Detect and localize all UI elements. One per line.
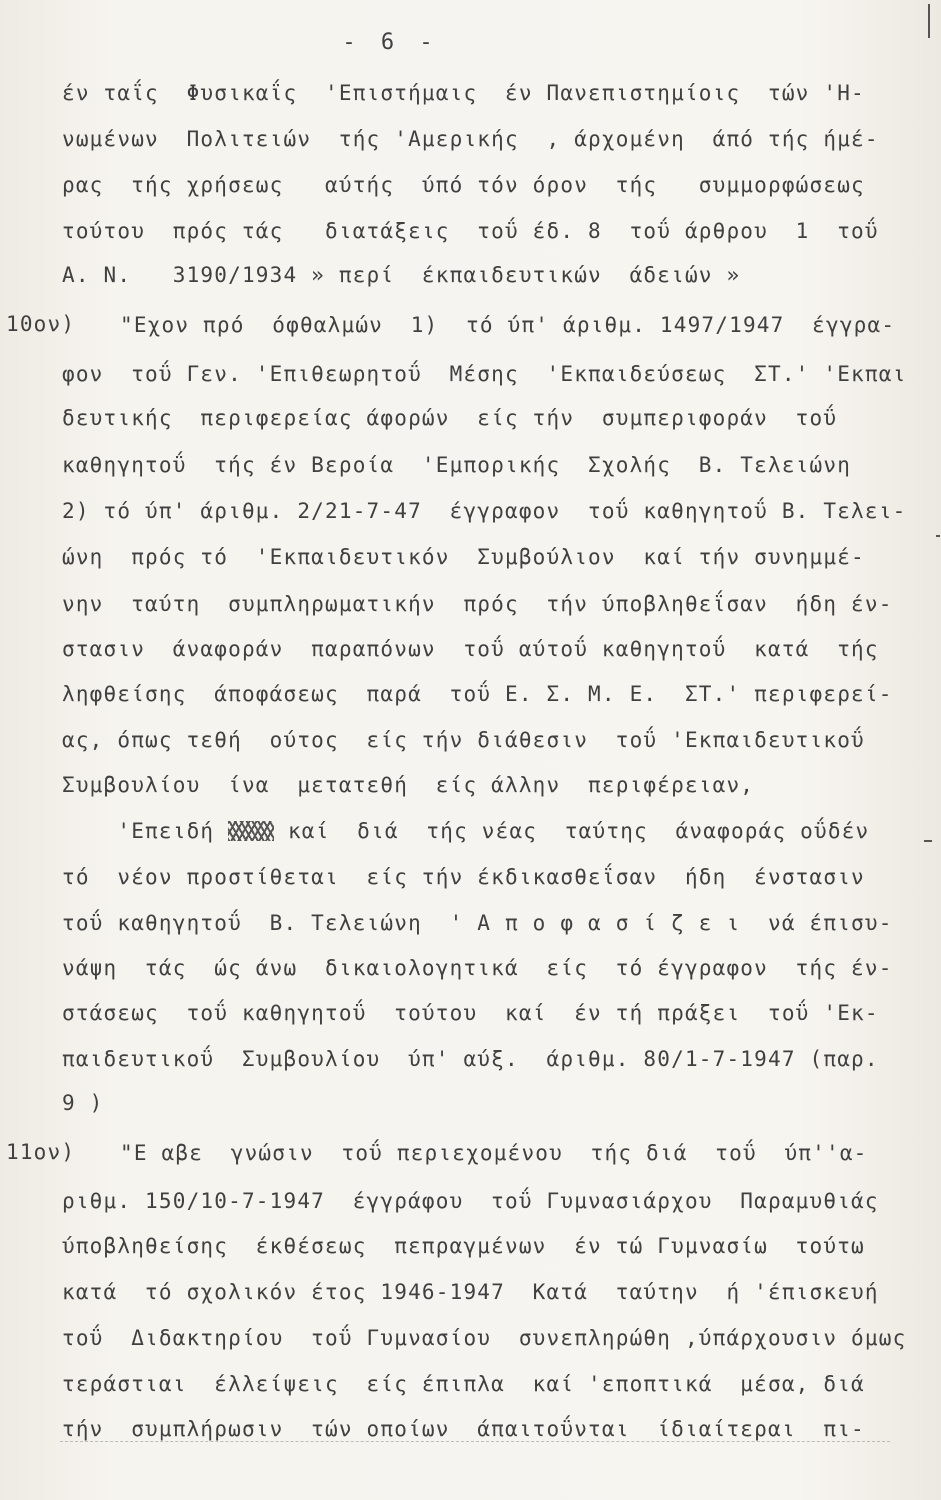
text-line: νην ταύτη συμπληρωματικήν πρός τήν ύποβληθεΐσαν ήδη έν- <box>62 592 893 616</box>
page-number: - 6 - <box>342 30 439 55</box>
bottom-rule <box>60 1441 890 1443</box>
text-line: δευτικής περιφερείας άφορών είς τήν συμπεριφοράν τοΰ <box>62 406 838 430</box>
margin-mark <box>924 840 932 842</box>
margin-mark <box>936 535 940 537</box>
text-segment: καί διά τής νέας ταύτης άναφοράς οΰδέν <box>274 819 870 843</box>
struck-out-word <box>228 821 274 841</box>
text-line: ληφθείσης άποφάσεως παρά τοΰ Ε. Σ. Μ. Ε. ΣΤ.' περιφερεί- <box>62 682 893 706</box>
text-line: τοΰ Διδακτηρίου τοΰ Γυμνασίου συνεπληρώθη ,ύπάρχουσιν όμως <box>62 1326 907 1350</box>
text-line: τούτου πρός τάς διατάξεις τοΰ έδ. 8 τοΰ άρθρου 1 τοΰ <box>62 219 879 243</box>
text-line: 2) τό ύπ' άριθμ. 2/21-7-47 έγγραφον τοΰ καθηγητοΰ Β. Τελει- <box>62 499 907 523</box>
text-line: στασιν άναφοράν παραπόνων τοΰ αύτοΰ καθηγητοΰ κατά τής <box>62 637 879 661</box>
text-line: τεράστιαι έλλείψεις είς έπιπλα καί 'εποπτικά μέσα, διά <box>62 1372 865 1396</box>
section-number: 11ον) <box>6 1140 76 1164</box>
text-line: τοΰ καθηγητοΰ Β. Τελειώνη ' Α π ο φ α σ ί ζ ε ι νά έπισυ- <box>62 911 893 935</box>
text-line: έν ταΐς Φυσικαΐς 'Επιστήμαις έν Πανεπιστημίοις τών 'Η- <box>62 81 865 105</box>
text-line: ύποβληθείσης έκθέσεως πεπραγμένων έν τώ Γυμνασίω τούτω <box>62 1234 865 1258</box>
text-line: Συμβουλίου ίνα μετατεθή είς άλλην περιφέρειαν, <box>62 773 755 797</box>
text-line: τήν συμπλήρωσιν τών οποίων άπαιτοΰνται ίδιαίτεραι πι- <box>62 1417 865 1441</box>
text-line: νωμένων Πολιτειών τής 'Αμερικής , άρχομένη άπό τής ήμέ- <box>62 127 879 151</box>
text-line: "Εχον πρό όφθαλμών 1) τό ύπ' άριθμ. 1497/1947 έγγρα- <box>120 313 896 337</box>
text-line: 9 ) <box>62 1091 104 1115</box>
text-line: στάσεως τοΰ καθηγητοΰ τούτου καί έν τή πράξει τοΰ 'Εκ- <box>62 1001 879 1025</box>
text-line: κατά τό σχολικόν έτος 1946-1947 Κατά ταύτην ή 'έπισκευή <box>62 1280 879 1304</box>
section-number: 10ον) <box>6 312 76 336</box>
margin-mark <box>928 4 930 38</box>
text-line-with-strikeout <box>62 818 869 844</box>
text-line: Α. Ν. 3190/1934 » περί έκπαιδευτικών άδειών » <box>62 263 741 287</box>
text-line: παιδευτικοΰ Συμβουλίου ύπ' αύξ. άριθμ. 80/1-7-1947 (παρ. <box>62 1047 879 1071</box>
text-line: ρας τής χρήσεως αύτής ύπό τόν όρον τής συμμορφώσεως <box>62 173 865 197</box>
text-line: ώνη πρός τό 'Εκπαιδευτικόν Συμβούλιον καί τήν συνημμέ- <box>62 545 865 569</box>
text-line: ας, όπως τεθή ούτος είς τήν διάθεσιν τοΰ 'Εκπαιδευτικοΰ <box>62 728 865 752</box>
text-line: καθηγητοΰ τής έν Βεροία 'Εμπορικής Σχολής Β. Τελειώνη <box>62 453 852 477</box>
text-line: νάψη τάς ώς άνω δικαιολογητικά είς τό έγγραφον τής έν- <box>62 956 893 980</box>
text-segment: 'Επειδή <box>62 819 229 843</box>
text-line: "Ε αβε γνώσιν τοΰ περιεχομένου τής διά τοΰ ύπ''α- <box>120 1141 868 1165</box>
text-line: ριθμ. 150/10-7-1947 έγγράφου τοΰ Γυμνασιάρχου Παραμυθιάς <box>62 1189 879 1213</box>
text-line: τό νέον προστίθεται είς τήν έκδικασθεΐσαν ήδη ένστασιν <box>62 865 865 889</box>
text-line: φον τοΰ Γεν. 'Επιθεωρητοΰ Μέσης 'Εκπαιδεύσεως ΣΤ.' 'Εκπαι <box>62 362 907 386</box>
